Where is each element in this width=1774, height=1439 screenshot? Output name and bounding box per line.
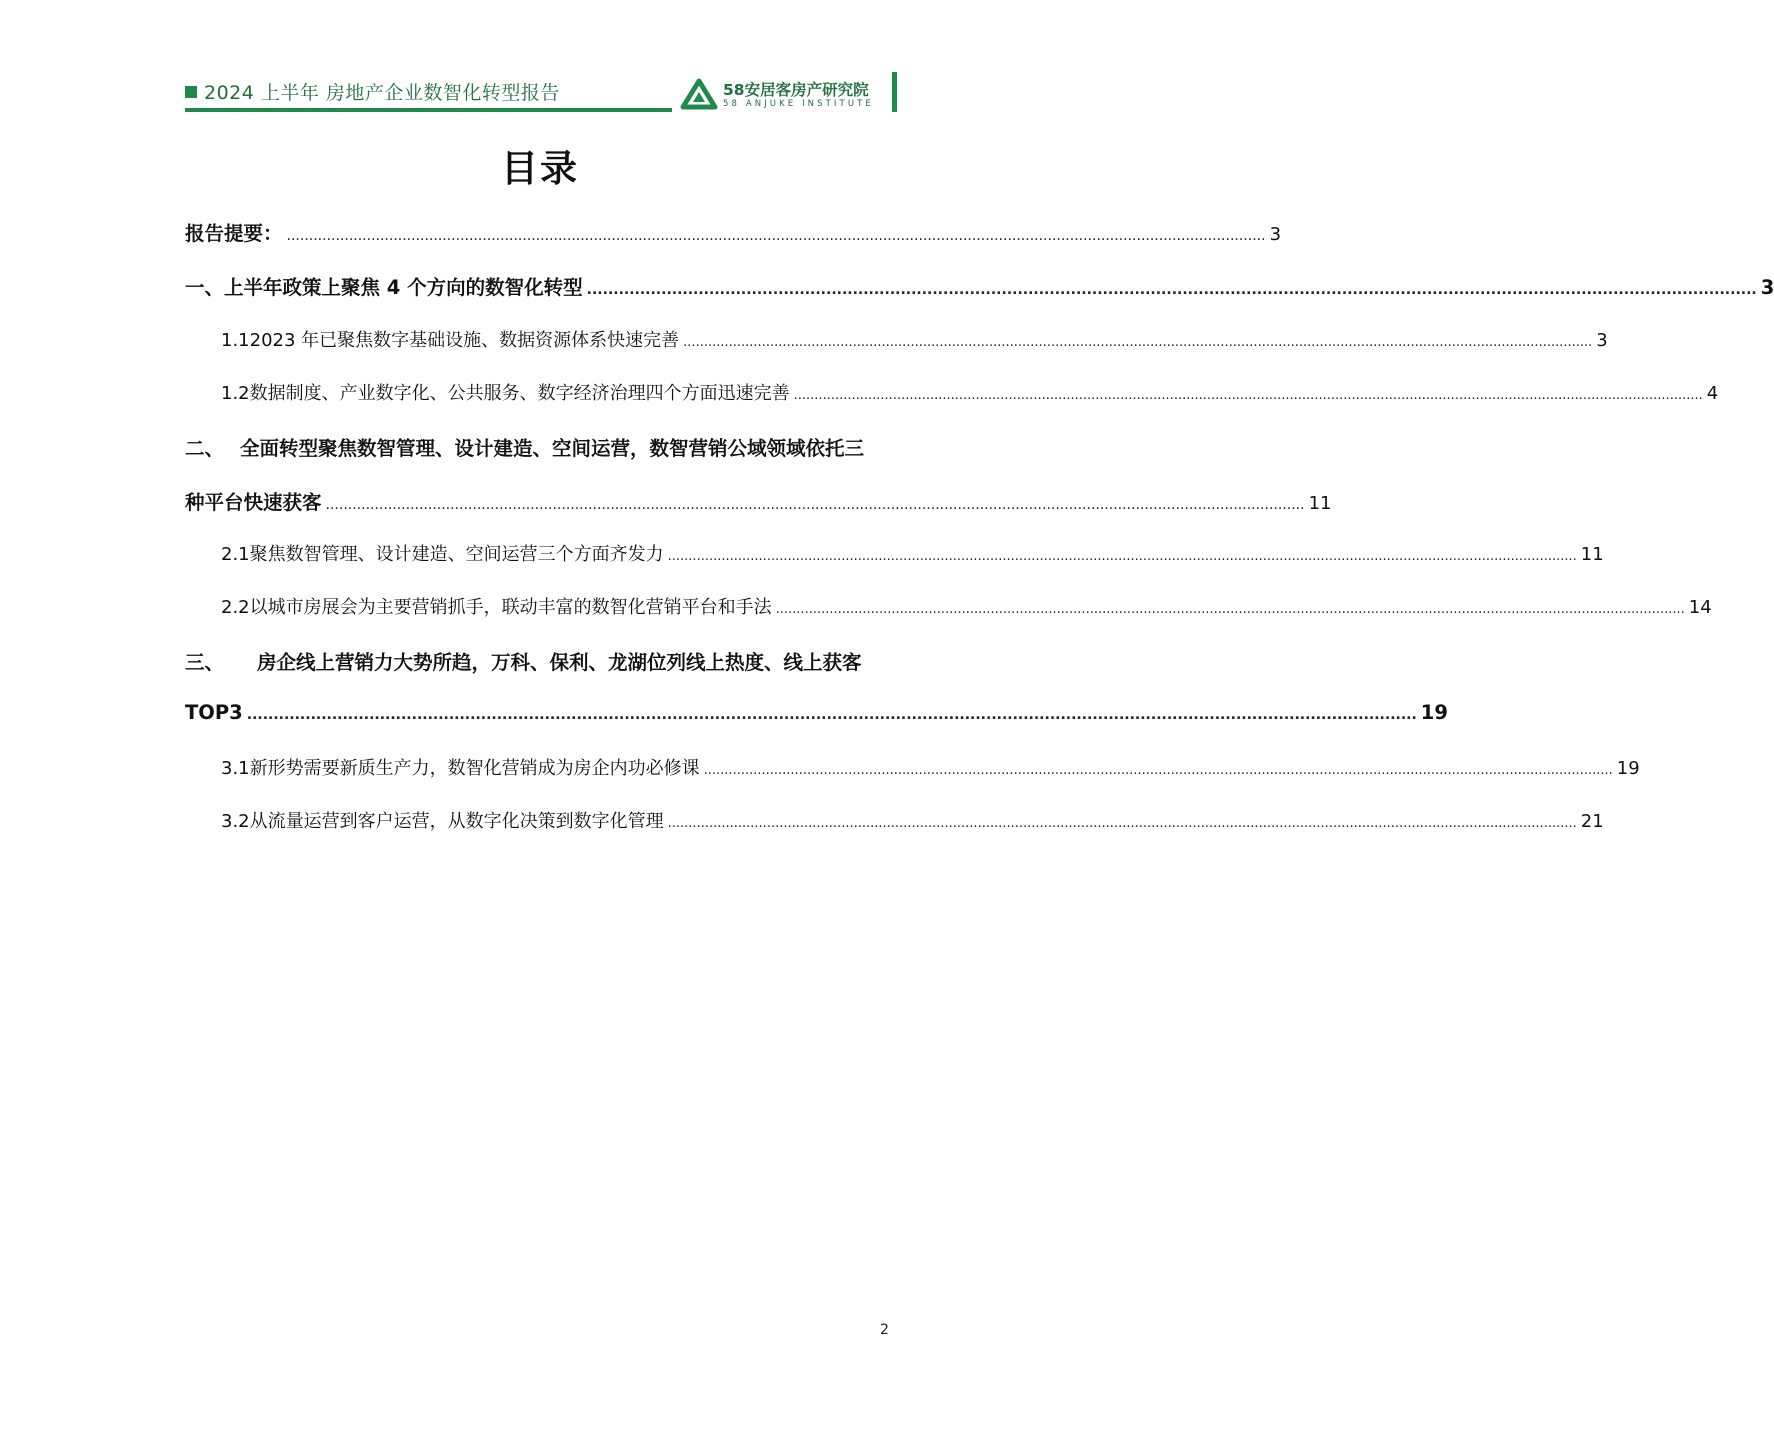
header-vertical-bar (892, 72, 897, 112)
toc-entry-page: 3 (1760, 276, 1774, 299)
header-title-text: 2024 上半年 房地产企业数智化转型报告 (204, 82, 560, 104)
page-number: 2 (880, 1322, 889, 1338)
toc-entry-chapter-1[interactable] (185, 272, 1774, 300)
toc-entry-title: 房企线上营销力大势所趋，万科、保利、龙湖位列线上热度、线上获客 (257, 651, 862, 674)
toc-entry-page: 3 (1269, 224, 1282, 245)
toc-entry-title: 数据制度、产业数字化、公共服务、数字经济治理四个方面迅速完善 (249, 383, 790, 404)
toc-entry-number: 二、 (185, 437, 225, 460)
toc-leader-dots: ............................................................................................................................................................................................................................ (667, 816, 1577, 831)
toc-entry-chapter-3-line2[interactable] (185, 701, 1448, 724)
toc-entry-page: 3 (1596, 330, 1608, 351)
toc-leader-dots: ............................................................................................................................................................................................................................ (667, 549, 1577, 564)
toc-entry-chapter-2-line1[interactable] (185, 433, 897, 461)
toc-leader-dots: ............................................................................................................................................................................................................................ (286, 228, 1266, 244)
page-header (185, 72, 897, 116)
toc-leader-dots: ............................................................................................................................................................................................................................ (586, 282, 1757, 298)
toc-entry-chapter-3-line1[interactable] (185, 647, 897, 675)
square-bullet-icon (185, 86, 197, 98)
logo-triangle-icon (682, 79, 716, 109)
logo-name: 58安居客房产研究院 (723, 81, 869, 99)
toc-entry-section-3-2[interactable] (221, 807, 1604, 833)
toc-leader-dots: ............................................................................................................................................................................................................................ (325, 497, 1305, 513)
toc-entry-title: 以城市房展会为主要营销抓手，联动丰富的数智化营销平台和手法 (249, 597, 772, 618)
toc-entry-number: 三、 (185, 651, 225, 674)
toc-entry-page: 21 (1580, 811, 1604, 832)
toc-leader-dots: ............................................................................................................................................................................................................................ (246, 707, 1417, 723)
toc-entry-section-2-1[interactable] (221, 540, 1604, 566)
toc-entry-number: 1.1 (221, 330, 250, 351)
toc-entry-page: 14 (1688, 597, 1712, 618)
toc-entry-page: 19 (1616, 758, 1640, 779)
toc-entry-page: 11 (1580, 544, 1604, 565)
toc-entry-page: 19 (1420, 701, 1448, 724)
toc-entry-title-continued: 种平台快速获客 (185, 491, 322, 514)
toc-entry-title: 全面转型聚焦数智管理、设计建造、空间运营，数智营销公域领域依托三 (240, 437, 865, 460)
toc-entry-title-continued: TOP3 (185, 701, 243, 724)
toc-leader-dots: ............................................................................................................................................................................................................................ (703, 763, 1613, 778)
toc-entry-section-1-2[interactable] (221, 379, 1719, 405)
institute-logo (682, 78, 887, 112)
logo-subtitle: 58 ANJUKE INSTITUTE (723, 99, 874, 109)
header-title (185, 78, 560, 105)
toc-leader-dots: ............................................................................................................................................................................................................................ (775, 602, 1685, 617)
toc-entry-page: 4 (1706, 383, 1719, 404)
toc-entry-section-1-1[interactable] (221, 326, 1608, 352)
toc-entry-page: 11 (1308, 493, 1332, 514)
toc-entry-section-2-2[interactable] (221, 593, 1712, 619)
toc-leader-dots: ............................................................................................................................................................................................................................ (793, 388, 1703, 403)
toc-entry-title: 从流量运营到客户运营，从数字化决策到数字化管理 (249, 811, 664, 832)
toc-leader-dots: ............................................................................................................................................................................................................................ (683, 335, 1593, 350)
toc-entry-section-3-1[interactable] (221, 754, 1640, 780)
toc-entry-chapter-2-line2[interactable] (185, 487, 1332, 515)
toc-entry-summary[interactable] (185, 218, 1282, 246)
toc-entry-number: 2.1 (221, 544, 250, 565)
toc-entry-number: 3.2 (221, 811, 250, 832)
header-rule (185, 108, 672, 112)
toc-entry-number: 一、 (185, 276, 225, 299)
toc-entry-number: 2.2 (221, 597, 250, 618)
toc-entry-title: 新形势需要新质生产力，数智化营销成为房企内功必修课 (249, 758, 700, 779)
toc-entry-number: 3.1 (221, 758, 250, 779)
toc-entry-title: 2023 年已聚焦数字基础设施、数据资源体系快速完善 (249, 330, 680, 351)
toc-entry-title: 上半年政策上聚焦 4 个方向的数智化转型 (224, 276, 583, 299)
toc-title: 目录 (501, 147, 579, 190)
toc-entry-number: 1.2 (221, 383, 250, 404)
toc-entry-title: 聚焦数智管理、设计建造、空间运营三个方面齐发力 (249, 544, 664, 565)
toc-entry-title: 报告提要： (185, 222, 283, 245)
